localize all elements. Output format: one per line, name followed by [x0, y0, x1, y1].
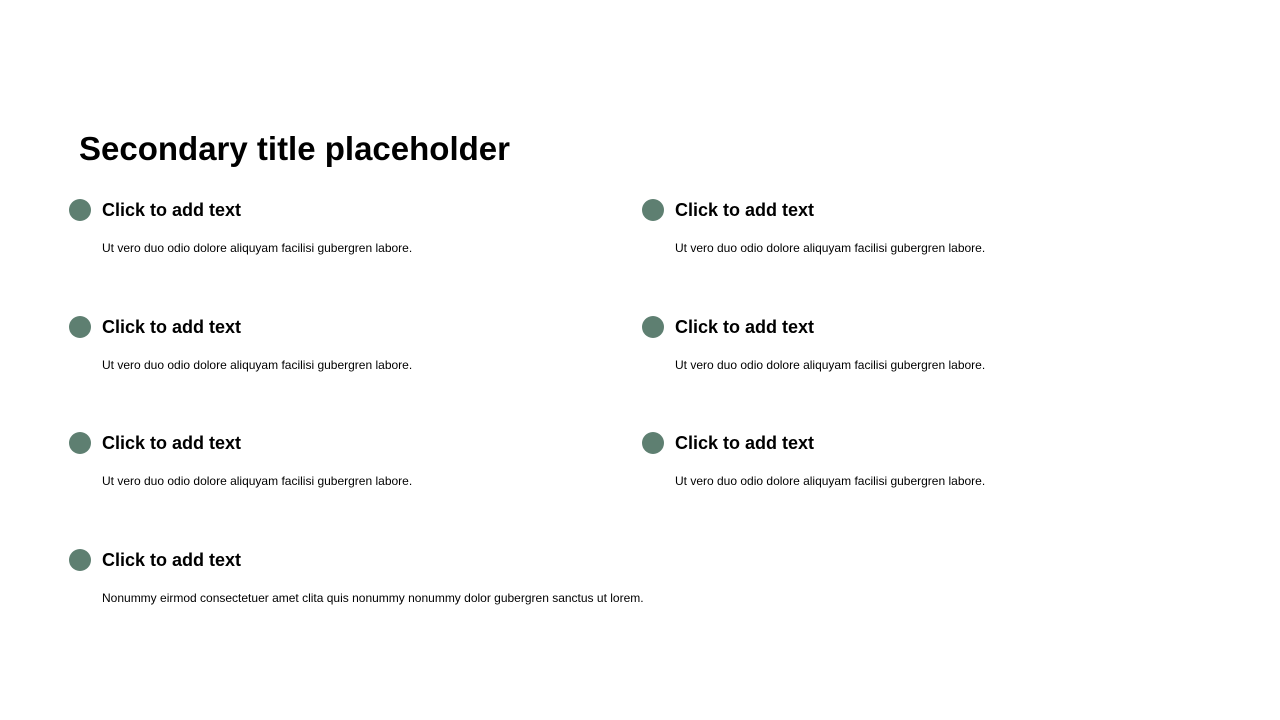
text-item-6 — [642, 432, 1202, 512]
item-heading[interactable]: Click to add text — [675, 317, 815, 337]
item-body[interactable]: Ut vero duo odio dolore aliquyam facilisi gubergren labore. — [675, 241, 986, 255]
text-item-2 — [642, 199, 1202, 279]
item-body[interactable]: Ut vero duo odio dolore aliquyam facilisi gubergren labore. — [102, 474, 413, 488]
circle-bullet-icon — [69, 549, 91, 571]
circle-bullet-icon — [69, 432, 91, 454]
item-heading[interactable]: Click to add text — [675, 200, 815, 220]
item-body[interactable]: Ut vero duo odio dolore aliquyam facilisi gubergren labore. — [102, 241, 413, 255]
item-heading[interactable]: Click to add text — [102, 317, 242, 337]
item-heading[interactable]: Click to add text — [102, 200, 242, 220]
text-item-5 — [69, 432, 629, 512]
item-body[interactable]: Ut vero duo odio dolore aliquyam facilisi gubergren labore. — [675, 358, 986, 372]
circle-bullet-icon — [69, 199, 91, 221]
item-heading[interactable]: Click to add text — [102, 433, 242, 453]
text-item-7 — [69, 549, 789, 629]
item-body[interactable]: Nonummy eirmod consectetuer amet clita quis nonummy nonummy dolor gubergren sanctus ut lorem. — [102, 591, 644, 605]
text-item-4 — [642, 316, 1202, 396]
text-item-3 — [69, 316, 629, 396]
item-heading[interactable]: Click to add text — [675, 433, 815, 453]
text-item-1 — [69, 199, 629, 279]
circle-bullet-icon — [642, 199, 664, 221]
circle-bullet-icon — [69, 316, 91, 338]
circle-bullet-icon — [642, 432, 664, 454]
circle-bullet-icon — [642, 316, 664, 338]
item-body[interactable]: Ut vero duo odio dolore aliquyam facilisi gubergren labore. — [675, 474, 986, 488]
item-heading[interactable]: Click to add text — [102, 550, 242, 570]
slide-title[interactable]: Secondary title placeholder — [79, 130, 510, 167]
item-body[interactable]: Ut vero duo odio dolore aliquyam facilisi gubergren labore. — [102, 358, 413, 372]
